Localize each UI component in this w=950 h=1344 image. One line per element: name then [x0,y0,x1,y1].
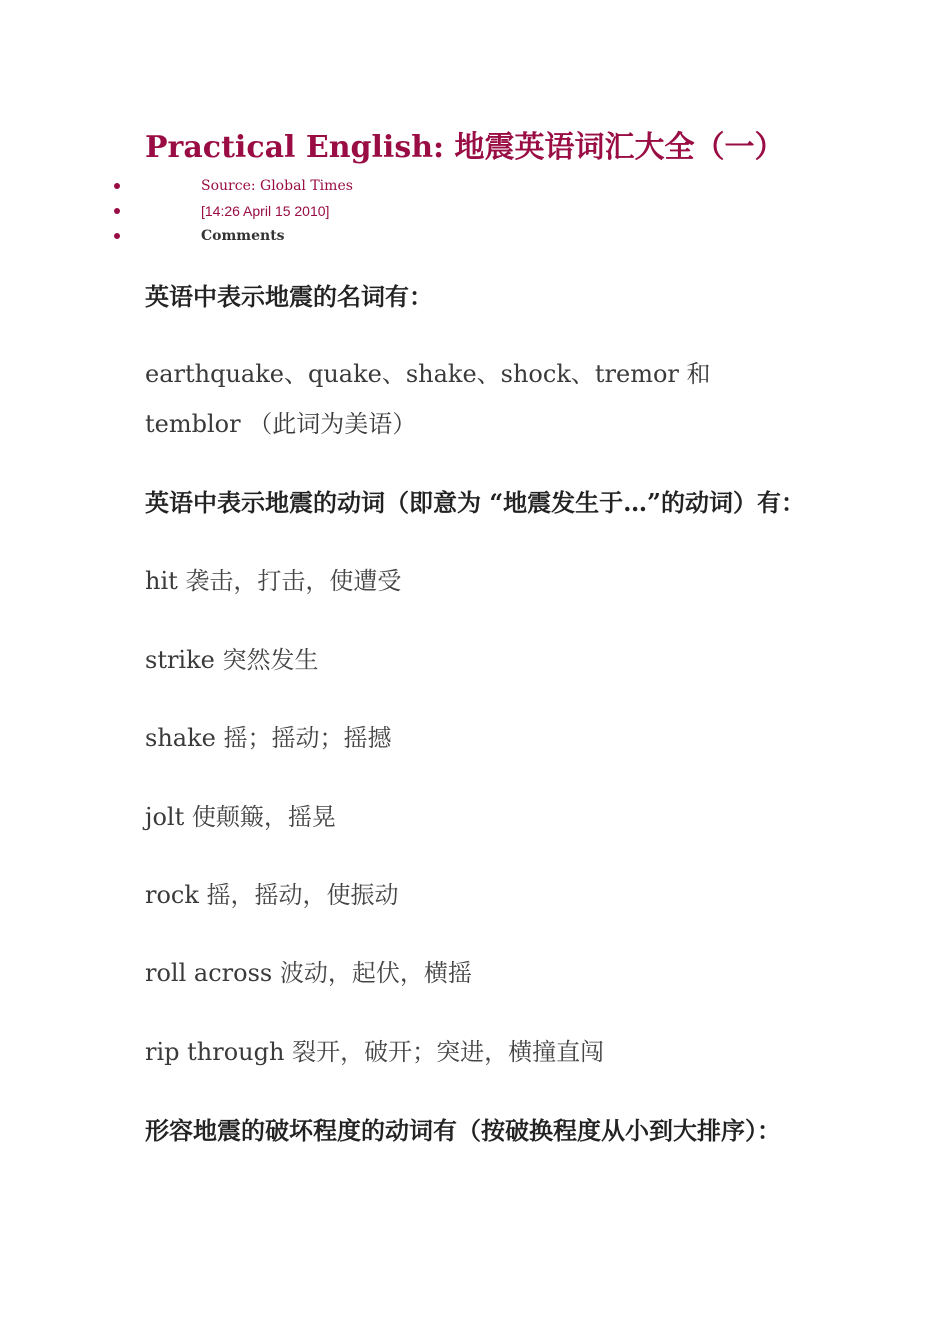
verb-en: roll across [145,959,273,987]
verb-cn: 袭击，打击，使遭受 [185,567,402,595]
verb-en: jolt [145,803,185,831]
verb-cn: 使颠簸，摇晃 [191,803,336,831]
verb-item-roll-across [145,948,472,998]
bullet-icon [114,208,120,214]
verb-en: rip through [145,1038,285,1066]
bullet-icon [114,233,120,239]
verb-cn: 突然发生 [222,646,319,674]
verb-en: strike [145,646,215,674]
verb-cn: 摇；摇动；摇撼 [223,724,392,752]
meta-comments-link[interactable]: Comments [201,228,285,244]
verb-item-shake [145,713,391,763]
verb-en: hit [145,567,178,595]
verb-en: rock [145,881,199,909]
noun-heading: 英语中表示地震的名词有： [145,282,433,311]
damage-heading: 形容地震的破坏程度的动词有（按破换程度从小到大排序）： [145,1116,781,1145]
verb-item-rock [145,870,399,920]
verb-cn: 裂开，破开；突进，横撞直闯 [292,1038,605,1066]
noun-line-2: temblor （此词为美语） [145,410,417,438]
verb-item-rip-through [145,1027,604,1077]
verb-item-jolt [145,792,336,842]
article-title: Practical English: 地震英语词汇大全（一） [145,130,785,165]
meta-timestamp: [14:26 April 15 2010] [201,203,330,219]
verb-en: shake [145,724,216,752]
bullet-icon [114,183,120,189]
verb-heading: 英语中表示地震的动词（即意为 “地震发生于…”的动词）有： [145,488,805,517]
verb-item-strike [145,635,319,685]
verb-cn: 波动，起伏，横摇 [279,959,472,987]
noun-line-1: earthquake、quake、shake、shock、tremor 和 [145,360,711,388]
verb-cn: 摇，摇动，使振动 [206,881,399,909]
meta-source-link[interactable]: Source: Global Times [201,178,353,194]
verb-item-hit [145,556,401,606]
